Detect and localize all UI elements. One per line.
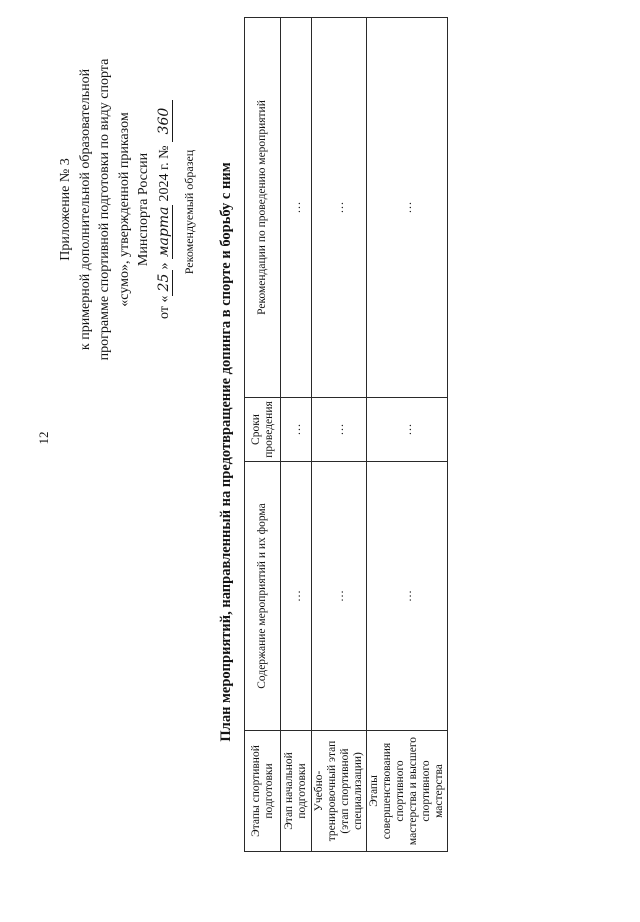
- order-mid: »: [156, 259, 172, 270]
- appendix-title: Приложение № 3: [58, 158, 73, 261]
- dates-cell: …: [367, 398, 448, 462]
- stage-cell: Учебно-тренировочный этап (этап спортивной специализации): [312, 731, 367, 852]
- order-day-handwritten: 25: [156, 270, 173, 296]
- header-dates: Сроки проведения: [245, 398, 281, 462]
- stage-cell: Этапы совершенствования спортивного мастерства и высшего спортивного мастерства: [367, 731, 448, 852]
- plan-table: [244, 17, 448, 852]
- table-row: [312, 18, 367, 852]
- table-header-row: [245, 18, 281, 852]
- recommendations-cell: …: [367, 18, 448, 398]
- order-date-line: [155, 37, 175, 382]
- page-number: 12: [36, 431, 51, 445]
- header-content: Содержание мероприятий и их форма: [245, 462, 281, 731]
- order-month-handwritten: марта: [155, 206, 172, 258]
- order-prefix: от «: [156, 295, 172, 319]
- content-cell: …: [367, 462, 448, 731]
- recommendations-cell: …: [312, 18, 367, 398]
- appendix-line-4: Минспорта России: [136, 152, 151, 267]
- sample-label: Рекомендуемый образец: [182, 149, 196, 275]
- header-stages: Этапы спортивной подготовки: [245, 731, 281, 852]
- table-row: [367, 18, 448, 852]
- appendix-block: [56, 37, 174, 382]
- dates-cell: …: [312, 398, 367, 462]
- document-title: План мероприятий, направленный на предотвращение допинга в спорте и борьбу с ним: [218, 162, 234, 742]
- content-cell: …: [312, 462, 367, 731]
- appendix-line-3: «сумо», утвержденной приказом: [116, 112, 132, 307]
- appendix-line-1: к примерной дополнительной образовательной: [77, 68, 93, 351]
- content-cell: …: [281, 462, 312, 731]
- stage-cell: Этап начальной подготовки: [281, 731, 312, 852]
- dates-cell: …: [281, 398, 312, 462]
- order-number-handwritten: 360: [156, 100, 173, 142]
- recommendations-cell: …: [281, 18, 312, 398]
- header-recommendations: Рекомендации по проведению мероприятий: [245, 18, 281, 398]
- table-row: [281, 18, 312, 852]
- order-year: 2024 г. №: [156, 142, 172, 206]
- appendix-line-2: программе спортивной подготовки по виду спорта: [97, 58, 112, 361]
